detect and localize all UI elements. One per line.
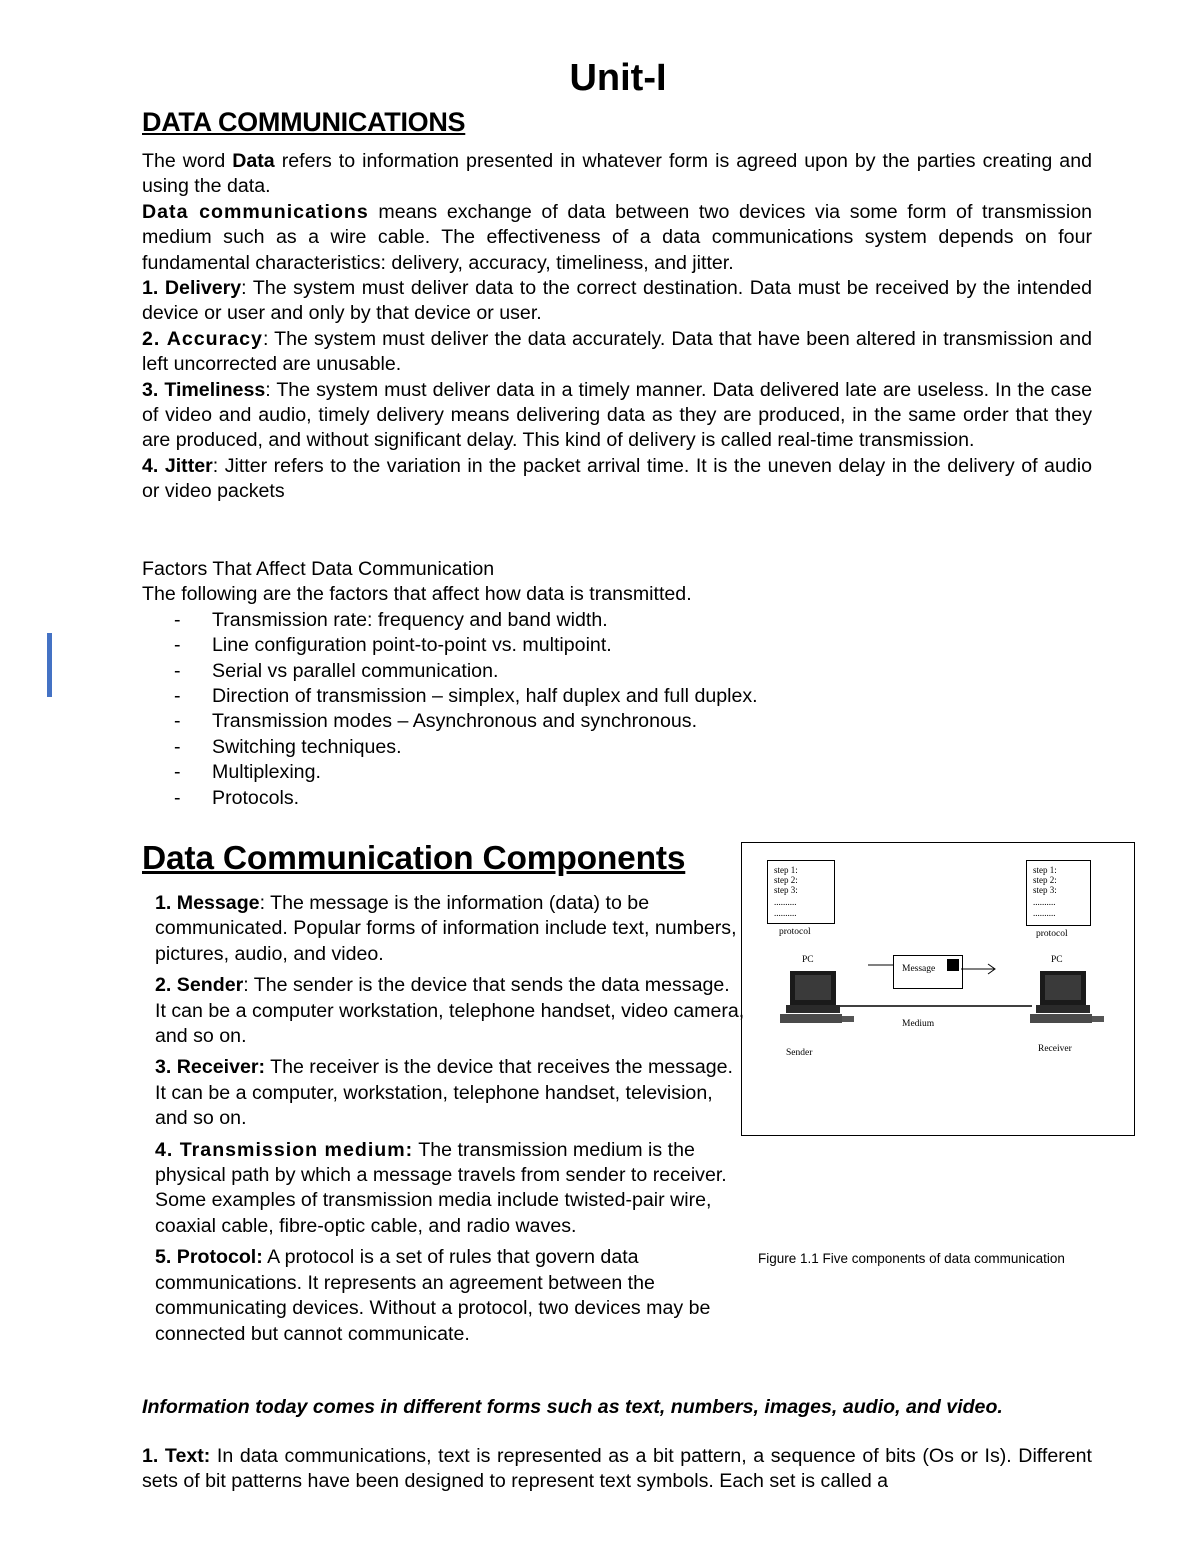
component-label: 5. Protocol: [155,1246,263,1269]
figure-caption: Figure 1.1 Five components of data communication [758,1251,1065,1266]
component-label: 4. Transmission medium: [155,1138,414,1161]
intro-text: The word [142,150,233,172]
component-protocol [155,1245,745,1347]
receiver-computer-icon [1030,971,1104,1023]
component-text: : The message is the information (data) to be communicated. Popular forms of information include text, numbers, pictures, audio, and video. [155,892,737,965]
sender-protocol-label: protocol [779,927,811,937]
protocol-step: step 2: [774,875,798,885]
component-message [155,891,745,967]
protocol-dots: .......... [1033,908,1056,918]
characteristic-jitter [142,454,1092,505]
component-text: : The sender is the device that sends the data message. It can be a computer workstation, telephone handset, video camera, and so on. [155,974,745,1048]
characteristic-text: : The system must deliver the data accurately. Data that have been altered in transmission and left uncorrected are unusable. [142,327,1092,376]
protocol-step: step 1: [774,865,798,875]
intro-bold-term: Data communications [142,200,369,223]
factors-intro: The following are the factors that affect how data is transmitted. [142,583,692,606]
text-form-section [142,1444,1092,1495]
intro-section [142,149,1092,505]
component-label: 1. Message [155,892,260,914]
factors-section [142,557,1092,811]
list-item: - Line configuration point-to-point vs. multipoint. [142,633,1092,658]
text-form-text: In data communications, text is represented as a bit pattern, a sequence of bits (Os or Is). Different sets of bit patterns have been designed to represent text symbols. Each set is called a [142,1445,1092,1493]
components-figure [741,842,1135,1136]
characteristic-accuracy [142,327,1092,378]
intro-text: refers to information presented in whatever form is agreed upon by the parties creating and using the data. [142,150,1092,198]
list-item: - Transmission modes – Asynchronous and synchronous. [142,709,1092,734]
factors-list [142,608,1092,811]
protocol-dots: .......... [774,908,797,918]
characteristic-text: : The system must deliver data in a timely manner. Data delivered late are useless. In the case of video and audio, timely delivery means delivering data as they are produced, in the same order that they are produced, and without significant delay. This kind of delivery is called real-time transmission. [142,378,1092,452]
message-label: Message [902,964,936,974]
figure-lines [742,843,1136,1137]
page-title: Unit-I [569,57,667,99]
component-label: 3. Receiver: [155,1056,266,1079]
section-heading: DATA COMMUNICATIONS [142,107,466,137]
component-text: The transmission medium is the physical path by which a message travels from sender to receiver. Some examples of transmission media include twisted-pair wire, coaxial cable, fibre-optic cable, and radio waves. [155,1138,727,1237]
list-item: - Serial vs parallel communication. [142,659,1092,684]
protocol-step: step 2: [1033,875,1057,885]
intro-paragraph-2 [142,200,1092,276]
intro-bold-term: Data [232,150,275,172]
change-bar-marker [47,633,52,697]
text-form-paragraph [142,1444,1092,1495]
protocol-dots: .......... [1033,897,1056,907]
protocol-step: step 3: [1033,885,1057,895]
characteristic-text: : Jitter refers to the variation in the packet arrival time. It is the uneven delay in the delivery of audio or video packets [142,454,1092,503]
list-item: - Multiplexing. [142,760,1092,785]
receiver-pc-label: PC [1051,955,1063,965]
protocol-step: step 3: [774,885,798,895]
list-item: - Protocols. [142,786,1092,811]
sender-computer-icon [780,971,854,1023]
list-item: - Direction of transmission – simplex, half duplex and full duplex. [142,684,1092,709]
components-list [155,891,745,1353]
receiver-protocol-label: protocol [1036,929,1068,939]
characteristic-label: 1. Delivery [142,277,242,300]
characteristic-text: : The system must deliver data to the correct destination. Data must be received by the intended device or user and only by that device or user. [142,277,1092,325]
characteristic-label: 4. Jitter [142,454,213,477]
component-receiver [155,1055,745,1131]
intro-paragraph-1 [142,149,1092,200]
factors-title: Factors That Affect Data Communication [142,558,495,580]
component-medium [155,1138,745,1240]
protocol-step: step 1: [1033,865,1057,875]
characteristic-label: 2. Accuracy [142,327,263,350]
characteristic-timeliness [142,378,1092,454]
component-text: A protocol is a set of rules that govern data communications. It represents an agreement between the communicating devices. Without a protocol, two devices may be connected but cannot communicate. [155,1246,711,1345]
characteristic-delivery [142,276,1092,327]
component-text: The receiver is the device that receives the message. It can be a computer, workstation, telephone handset, television, and so on. [155,1056,733,1130]
components-heading: Data Communication Components [142,840,686,877]
protocol-dots: .......... [774,897,797,907]
component-sender [155,973,745,1049]
component-label: 2. Sender [155,974,244,997]
receiver-label: Receiver [1038,1044,1072,1054]
sender-label: Sender [786,1048,813,1058]
medium-label: Medium [902,1019,935,1029]
list-item: - Transmission rate: frequency and band width. [142,608,1092,633]
sender-pc-label: PC [802,955,814,965]
text-form-label: 1. Text: [142,1445,211,1467]
information-forms-heading: Information today comes in different forms such as text, numbers, images, audio, and video. [142,1396,1003,1418]
intro-text: means exchange of data between two devices via some form of transmission medium such as a wire cable. The effectiveness of a data communications system depends on four fundamental characteristics: delivery, accuracy, timeliness, and jitter. [142,200,1092,274]
characteristic-label: 3. Timeliness [142,378,266,401]
list-item: - Switching techniques. [142,735,1092,760]
